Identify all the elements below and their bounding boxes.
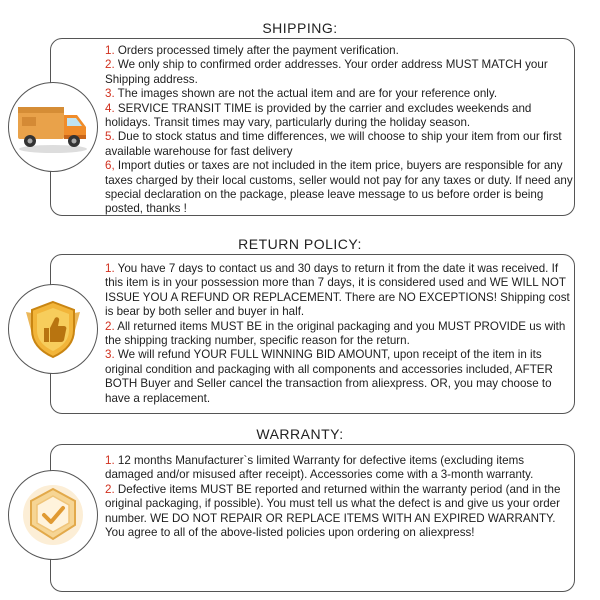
shipping-item: 4. SERVICE TRANSIT TIME is provided by the carrier and excludes weekends and holidays. Transit times may vary, particularly during the holiday season. [105, 101, 532, 130]
shipping-icon-circle [8, 82, 98, 172]
warranty-footer: You agree to all of the above-listed policies upon ordering on aliexpress! [105, 526, 475, 540]
return-policy-text [105, 262, 575, 406]
warranty-item: 1. 12 months Manufacturer`s limited Warranty for defective items (excluding items damaged and/or misused after receipt). Accessories come with a 3-month warranty. [105, 454, 534, 482]
thumbs-up-shield-icon [18, 294, 88, 364]
shipping-item: 2. We only ship to confirmed order addresses. Your order address MUST MATCH your Shipping address. [105, 58, 548, 86]
warranty-title: WARRANTY: [256, 426, 344, 442]
delivery-truck-icon [14, 97, 92, 157]
return-policy-title: RETURN POLICY: [238, 236, 362, 252]
warranty-item: 2. Defective items MUST BE reported and returned within the warranty period (and in the original packaging, if possible). You must tell us what the defect is and give us your order number. WE DO NOT REPAIR OR REPLACE ITEMS WITH AN EXPIRED WARRANTY. [105, 482, 561, 525]
return-policy-item: 1. You have 7 days to contact us and 30 days to return it from the date it was received. If this item is in your possession more than 7 days, it is considered used and WE WILL NOT ISSUE YOU A REFUND OR REPLACEMENT. There are NO EXCEPTIONS! Shipping cost is bear by both seller and buyer in half. [105, 262, 570, 319]
shipping-title: SHIPPING: [262, 20, 338, 36]
return-icon-circle [8, 284, 98, 374]
return-policy-item: 3. We will refund YOUR FULL WINNING BID AMOUNT, upon receipt of the item in its original condition and packaging with all components and accessories included, AFTER BOTH Buyer and Seller cancel the transaction from aliexpress. OR, you may choose to have a replacement. [105, 348, 553, 405]
shipping-item: 3. The images shown are not the actual item and are for your reference only. [105, 87, 498, 101]
warranty-icon-circle [8, 470, 98, 560]
shipping-item: 6, Import duties or taxes are not included in the item price, buyers are responsible for any taxes charged by their local customs, seller would not pay for any taxes or duty. If need any special declaration on the package, please leave message to us before order is being posted, thanks ! [105, 159, 573, 216]
warranty-check-badge-icon [17, 479, 89, 551]
warranty-text [105, 454, 575, 540]
shipping-item: 1. Orders processed timely after the payment verification. [105, 44, 399, 57]
shipping-item: 5. Due to stock status and time differences, we will choose to ship your item from our first available warehouse for fast delivery [105, 130, 562, 158]
return-policy-item: 2. All returned items MUST BE in the original packaging and you MUST PROVIDE us with the shipping tracking number, specific reason for the return. [105, 319, 566, 348]
shipping-text [105, 44, 575, 217]
